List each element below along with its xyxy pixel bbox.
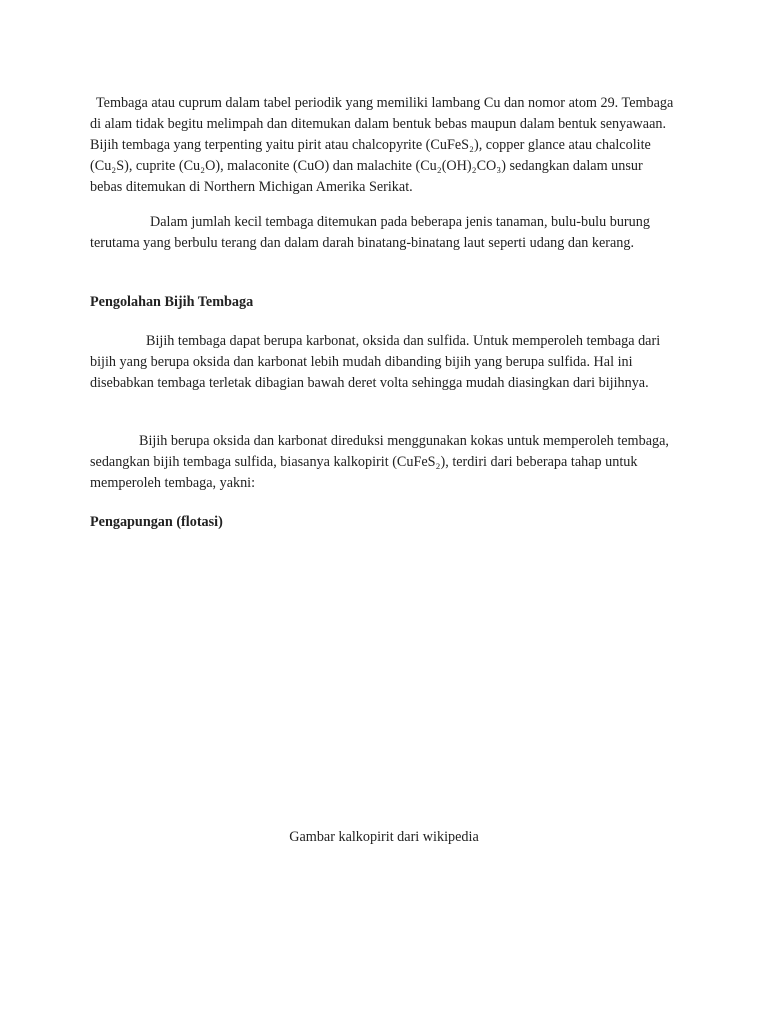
image-placeholder (90, 545, 676, 815)
paragraph-text: Dalam jumlah kecil tembaga ditemukan pada beberapa jenis tanaman, bulu-bulu burung terutama yang berbulu terang dan dalam darah binatang-binatang laut seperti udang dan kerang. (90, 214, 650, 251)
paragraph-copper-intro (90, 93, 676, 198)
paragraph-ore-types (90, 331, 676, 394)
section-heading-ore-processing: Pengolahan Bijih Tembaga (90, 294, 254, 310)
section-heading-flotation: Pengapungan (flotasi) (90, 514, 223, 530)
paragraph-text: Bijih tembaga dapat berupa karbonat, oksida dan sulfida. Untuk memperoleh tembaga dari bijih yang berupa oksida dan karbonat lebih mudah dibanding bijih yang berupa sulfida. Hal ini disebabkan tembaga terletak dibagian bawah deret volta sehingga mudah diasingkan dari bijihnya. (90, 333, 661, 391)
paragraph-copper-occurrence (90, 212, 676, 254)
paragraph-text: Tembaga atau cuprum dalam tabel periodik yang memiliki lambang Cu dan nomor atom 29. Tembaga di alam tidak begitu melimpah dan ditemukan dalam bentuk bebas maupun dalam bentuk senyawaan. Bijih tembaga yang terpenting yaitu pirit atau chalcopyrite (CuFeS₂), copper glance atau chalcolite (Cu₂S), cuprite (Cu₂O), malaconite (CuO) dan malachite (Cu₂(OH)₂CO₃) sedangkan dalam unsur bebas ditemukan di Northern Michigan Amerika Serikat. (90, 95, 674, 195)
image-caption: Gambar kalkopirit dari wikipedia (289, 829, 479, 845)
paragraph-ore-reduction (90, 431, 676, 494)
paragraph-text: Bijih berupa oksida dan karbonat direduksi menggunakan kokas untuk memperoleh tembaga, sedangkan bijih tembaga sulfida, biasanya kalkopirit (CuFeS₂), terdiri dari beberapa tahap untuk memperoleh tembaga, yakni: (90, 433, 669, 491)
